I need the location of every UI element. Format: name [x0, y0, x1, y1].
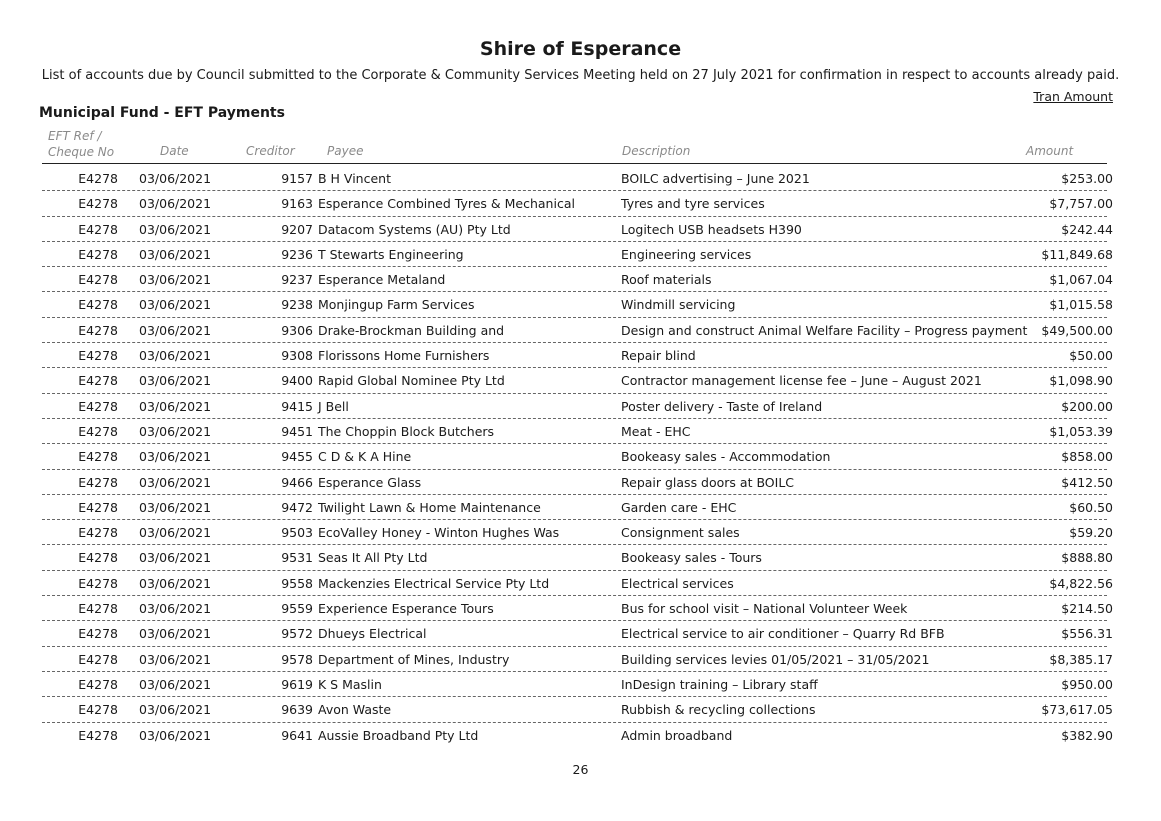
cell-ref: E4278 — [78, 626, 118, 642]
cell-creditor: 9236 — [281, 246, 313, 262]
cell-payee: Rapid Global Nominee Pty Ltd — [318, 373, 505, 389]
cell-date: 03/06/2021 — [139, 171, 212, 186]
table-row — [0, 495, 1161, 520]
cell-payee: Twilight Lawn & Home Maintenance — [318, 499, 541, 515]
cell-creditor: 9466 — [281, 474, 313, 490]
payments-table-body — [0, 166, 1161, 748]
cell-ref: E4278 — [78, 449, 118, 465]
cell-date: 03/06/2021 — [139, 651, 212, 667]
cell-payee: Monjingup Farm Services — [318, 297, 475, 313]
column-header-description: Description — [622, 144, 691, 158]
cell-creditor: 9619 — [281, 676, 313, 692]
cell-date: 03/06/2021 — [139, 575, 212, 591]
cell-creditor: 9451 — [281, 423, 313, 439]
table-row — [0, 444, 1161, 469]
table-row — [0, 343, 1161, 368]
cell-date: 03/06/2021 — [139, 373, 212, 389]
cell-amount: $49,500.00 — [1041, 322, 1113, 338]
cell-ref: E4278 — [78, 702, 118, 718]
cell-amount: $382.90 — [1061, 727, 1113, 743]
cell-creditor: 9415 — [281, 398, 313, 414]
cell-description: Windmill servicing — [621, 297, 736, 313]
cell-ref: E4278 — [78, 272, 118, 288]
cell-description: InDesign training – Library staff — [621, 676, 818, 692]
cell-ref: E4278 — [78, 171, 118, 186]
header-divider — [42, 163, 1107, 164]
cell-payee: Mackenzies Electrical Service Pty Ltd — [318, 575, 550, 591]
cell-date: 03/06/2021 — [139, 246, 212, 262]
cell-date: 03/06/2021 — [139, 676, 212, 692]
cell-payee: Drake-Brockman Building and — [318, 322, 505, 338]
cell-payee: Aussie Broadband Pty Ltd — [318, 727, 479, 743]
cell-ref: E4278 — [78, 373, 118, 389]
cell-description: Admin broadband — [621, 727, 733, 743]
cell-amount: $858.00 — [1061, 449, 1113, 465]
table-row — [0, 470, 1161, 495]
cell-payee: T Stewarts Engineering — [318, 246, 464, 262]
cell-creditor: 9400 — [281, 373, 313, 389]
cell-description: Roof materials — [621, 272, 712, 288]
cell-payee: The Choppin Block Butchers — [318, 423, 495, 439]
cell-ref: E4278 — [78, 601, 118, 617]
table-row — [0, 267, 1161, 292]
cell-description: Engineering services — [621, 246, 752, 262]
table-row — [0, 368, 1161, 393]
cell-date: 03/06/2021 — [139, 499, 212, 515]
cell-creditor: 9578 — [281, 651, 313, 667]
cell-payee: Dhueys Electrical — [318, 626, 427, 642]
table-row — [0, 545, 1161, 570]
table-row — [0, 191, 1161, 216]
cell-payee: Seas It All Pty Ltd — [318, 550, 428, 566]
table-row — [0, 394, 1161, 419]
cell-creditor: 9641 — [281, 727, 313, 743]
cell-amount: $73,617.05 — [1041, 702, 1113, 718]
column-header-creditor: Creditor — [246, 144, 295, 158]
table-row — [0, 520, 1161, 545]
table-row — [0, 166, 1161, 191]
cell-ref: E4278 — [78, 348, 118, 364]
cell-amount: $556.31 — [1061, 626, 1113, 642]
cell-ref: E4278 — [78, 676, 118, 692]
cell-ref: E4278 — [78, 575, 118, 591]
cell-creditor: 9308 — [281, 348, 313, 364]
cell-description: Consignment sales — [621, 525, 740, 541]
cell-description: Meat - EHC — [621, 423, 691, 439]
cell-payee: J Bell — [318, 398, 349, 414]
tran-amount-label: Tran Amount — [1033, 89, 1113, 104]
cell-creditor: 9558 — [281, 575, 313, 591]
cell-creditor: 9639 — [281, 702, 313, 718]
cell-description: Garden care - EHC — [621, 499, 737, 515]
cell-date: 03/06/2021 — [139, 322, 212, 338]
cell-ref: E4278 — [78, 246, 118, 262]
document-title: Shire of Esperance — [479, 38, 682, 60]
cell-creditor: 9237 — [281, 272, 313, 288]
table-row — [0, 292, 1161, 317]
cell-description: Tyres and tyre services — [621, 196, 765, 212]
cell-date: 03/06/2021 — [139, 348, 212, 364]
cell-amount: $1,015.58 — [1049, 297, 1113, 313]
cell-ref: E4278 — [78, 550, 118, 566]
document-subtitle: List of accounts due by Council submitted to the Corporate & Community Services Meeting held on 27 July 2021 for confirmation in respect to accounts already paid. — [41, 68, 1120, 83]
column-header-ref-line2: Cheque No — [48, 145, 115, 159]
cell-date: 03/06/2021 — [139, 272, 212, 288]
cell-amount: $11,849.68 — [1041, 246, 1113, 262]
table-row — [0, 596, 1161, 621]
cell-creditor: 9157 — [281, 171, 313, 186]
cell-ref: E4278 — [78, 221, 118, 237]
section-title: Municipal Fund - EFT Payments — [39, 105, 285, 121]
cell-date: 03/06/2021 — [139, 423, 212, 439]
cell-payee: B H Vincent — [318, 171, 391, 186]
cell-amount: $888.80 — [1061, 550, 1113, 566]
cell-ref: E4278 — [78, 525, 118, 541]
cell-date: 03/06/2021 — [139, 297, 212, 313]
cell-amount: $950.00 — [1061, 676, 1113, 692]
cell-amount: $60.50 — [1069, 499, 1113, 515]
cell-creditor: 9531 — [281, 550, 313, 566]
cell-ref: E4278 — [78, 423, 118, 439]
cell-amount: $253.00 — [1061, 171, 1113, 186]
cell-description: BOILC advertising – June 2021 — [621, 171, 810, 186]
table-row — [0, 647, 1161, 672]
column-header-date: Date — [160, 144, 189, 158]
cell-date: 03/06/2021 — [139, 601, 212, 617]
table-row — [0, 419, 1161, 444]
cell-ref: E4278 — [78, 651, 118, 667]
cell-date: 03/06/2021 — [139, 221, 212, 237]
cell-amount: $200.00 — [1061, 398, 1113, 414]
cell-description: Electrical service to air conditioner – Quarry Rd BFB — [621, 626, 945, 642]
cell-creditor: 9163 — [281, 196, 313, 212]
cell-description: Repair blind — [621, 348, 696, 364]
cell-payee: Avon Waste — [318, 702, 392, 718]
table-row — [0, 571, 1161, 596]
cell-date: 03/06/2021 — [139, 702, 212, 718]
cell-creditor: 9472 — [281, 499, 313, 515]
cell-payee: Experience Esperance Tours — [318, 601, 494, 617]
table-row — [0, 621, 1161, 646]
cell-ref: E4278 — [78, 727, 118, 743]
cell-description: Poster delivery - Taste of Ireland — [621, 398, 823, 414]
cell-payee: Florissons Home Furnishers — [318, 348, 490, 364]
cell-creditor: 9238 — [281, 297, 313, 313]
cell-creditor: 9503 — [281, 525, 313, 541]
cell-amount: $1,053.39 — [1049, 423, 1113, 439]
cell-date: 03/06/2021 — [139, 449, 212, 465]
cell-amount: $59.20 — [1069, 525, 1113, 541]
table-row — [0, 318, 1161, 343]
cell-amount: $7,757.00 — [1049, 196, 1113, 212]
cell-description: Repair glass doors at BOILC — [621, 474, 795, 490]
cell-description: Bookeasy sales - Tours — [621, 550, 762, 566]
cell-ref: E4278 — [78, 196, 118, 212]
cell-date: 03/06/2021 — [139, 525, 212, 541]
cell-creditor: 9455 — [281, 449, 313, 465]
column-header-amount: Amount — [1026, 144, 1074, 158]
table-row — [0, 697, 1161, 722]
cell-amount: $412.50 — [1061, 474, 1113, 490]
cell-amount: $242.44 — [1061, 221, 1113, 237]
cell-payee: Department of Mines, Industry — [318, 651, 510, 667]
cell-date: 03/06/2021 — [139, 196, 212, 212]
cell-description: Logitech USB headsets H390 — [621, 221, 802, 237]
cell-payee: K S Maslin — [318, 676, 382, 692]
cell-description: Bus for school visit – National Volunteer Week — [621, 601, 908, 617]
cell-ref: E4278 — [78, 474, 118, 490]
cell-date: 03/06/2021 — [139, 727, 212, 743]
cell-ref: E4278 — [78, 297, 118, 313]
cell-payee: Esperance Glass — [318, 474, 422, 490]
cell-amount: $1,067.04 — [1049, 272, 1113, 288]
cell-description: Design and construct Animal Welfare Facility – Progress payment — [621, 322, 1028, 338]
cell-date: 03/06/2021 — [139, 550, 212, 566]
column-header-payee: Payee — [327, 144, 364, 158]
cell-description: Bookeasy sales - Accommodation — [621, 449, 831, 465]
cell-creditor: 9207 — [281, 221, 313, 237]
cell-ref: E4278 — [78, 398, 118, 414]
cell-date: 03/06/2021 — [139, 474, 212, 490]
cell-creditor: 9306 — [281, 322, 313, 338]
cell-payee: EcoValley Honey - Winton Hughes Was — [318, 525, 560, 541]
table-row — [0, 217, 1161, 242]
cell-date: 03/06/2021 — [139, 398, 212, 414]
cell-payee: C D & K A Hine — [318, 449, 412, 465]
cell-payee: Esperance Metaland — [318, 272, 446, 288]
cell-ref: E4278 — [78, 499, 118, 515]
cell-amount: $4,822.56 — [1049, 575, 1113, 591]
page-number: 26 — [572, 762, 589, 777]
cell-payee: Datacom Systems (AU) Pty Ltd — [318, 221, 511, 237]
table-row — [0, 672, 1161, 697]
cell-amount: $1,098.90 — [1049, 373, 1113, 389]
cell-creditor: 9572 — [281, 626, 313, 642]
cell-payee: Esperance Combined Tyres & Mechanical — [318, 196, 575, 212]
cell-description: Building services levies 01/05/2021 – 31/05/2021 — [621, 651, 930, 667]
table-row — [0, 723, 1161, 748]
cell-description: Electrical services — [621, 575, 734, 591]
cell-amount: $50.00 — [1069, 348, 1113, 364]
cell-creditor: 9559 — [281, 601, 313, 617]
cell-amount: $214.50 — [1061, 601, 1113, 617]
table-row — [0, 242, 1161, 267]
cell-amount: $8,385.17 — [1049, 651, 1113, 667]
cell-description: Rubbish & recycling collections — [621, 702, 816, 718]
column-header-ref-line1: EFT Ref / — [48, 129, 102, 143]
cell-description: Contractor management license fee – June – August 2021 — [621, 373, 982, 389]
column-header-ref — [48, 128, 114, 160]
cell-ref: E4278 — [78, 322, 118, 338]
cell-date: 03/06/2021 — [139, 626, 212, 642]
